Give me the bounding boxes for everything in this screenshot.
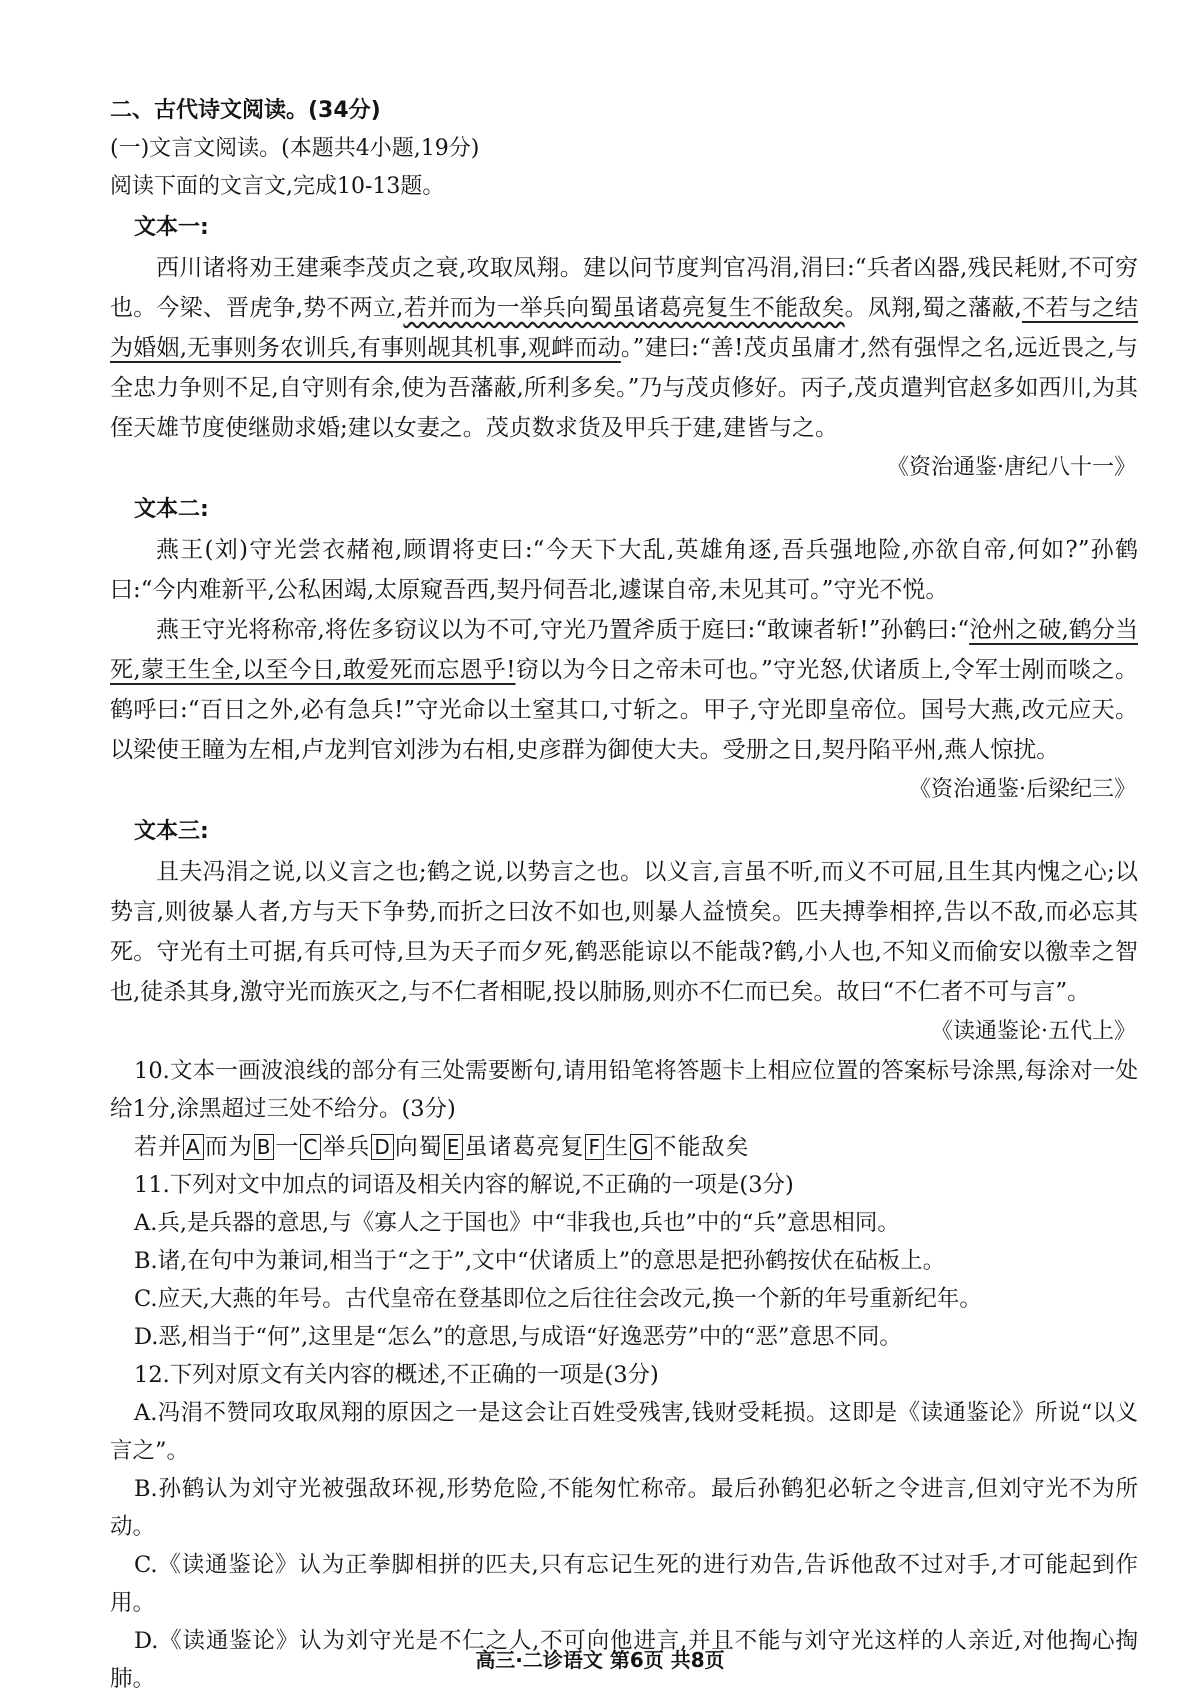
text2-source: 《资治通鉴·后梁纪三》 <box>909 777 1136 802</box>
sub-title: (一)文言文阅读。(本题共4小题,19分) <box>110 136 480 161</box>
q10-seg: 一 <box>275 1134 300 1160</box>
instruction: 阅读下面的文言文,完成10-13题。 <box>110 174 445 199</box>
q10-seg: 生 <box>604 1134 629 1160</box>
question-12-option-d[interactable]: D.《读通鉴论》认为刘守光是不仁之人,不可向他进言,并且不能与刘守光这样的人亲近,对他掏心掏肺。 <box>110 1628 1138 1692</box>
page-footer: 高三·二诊语文 第6页 共8页 <box>475 1648 725 1672</box>
break-mark-f[interactable]: F <box>585 1134 604 1160</box>
question-11-option-c[interactable]: C.应天,大燕的年号。古代皇帝在登基即位之后往往会改元,换一个新的年号重新纪年。 <box>134 1286 982 1312</box>
q10-seg: 而为 <box>204 1134 253 1160</box>
text3-label: 文本三: <box>134 819 209 844</box>
question-12-option-c[interactable]: C.《读通鉴论》认为正拳脚相拼的匹夫,只有忘记生死的进行劝告,告诉他敌不过对手,才可能起到作用。 <box>110 1552 1138 1616</box>
text2-underlined: 沧州之破,鹤分当死,蒙王生全,以至今日,敢爱死而忘恩乎! <box>110 617 1139 683</box>
q10-seg: 若并 <box>134 1134 182 1160</box>
q10-seg: 向蜀 <box>394 1134 443 1160</box>
text3-source: 《读通鉴论·五代上》 <box>931 1019 1136 1044</box>
q10-seg: 不能敌矣 <box>653 1134 750 1160</box>
break-mark-g[interactable]: G <box>630 1134 653 1160</box>
question-10: 10.文本一画波浪线的部分有三处需要断句,请用铅笔将答题卡上相应位置的答案标号涂黑,每涂对一处给1分,涂黑超过三处不给分。(3分) <box>110 1058 1138 1122</box>
question-11: 11.下列对文中加点的词语及相关内容的解说,不正确的一项是(3分) <box>134 1172 794 1198</box>
text1-underlined: 不若与之结为婚姻,无事则务农训兵,有事则觇其机事,观衅而动 <box>110 295 1139 361</box>
break-mark-d[interactable]: D <box>371 1134 393 1160</box>
break-mark-b[interactable]: B <box>254 1134 275 1160</box>
text1-wavy-underline: 若并而为一举兵向蜀虽诸葛亮复生不能敌矣 <box>403 295 845 321</box>
break-mark-e[interactable]: E <box>444 1134 464 1160</box>
text2-part-a: 燕王守光将称帝,将佐多窃议以为不可,守光乃置斧质于庭曰:“敢谏者斩!”孙鹤曰:“ <box>156 617 970 643</box>
question-12-option-b[interactable]: B.孙鹤认为刘守光被强敌环视,形势危险,不能匆忙称帝。最后孙鹤犯必斩之令进言,但刘守光不为所动。 <box>110 1476 1138 1540</box>
text2-paragraph-2 <box>110 610 1138 770</box>
q10-seg: 举兵 <box>322 1134 371 1160</box>
question-11-option-a[interactable]: A.兵,是兵器的意思,与《寡人之于国也》中“非我也,兵也”中的“兵”意思相同。 <box>134 1210 900 1236</box>
text3-paragraph: 且夫冯涓之说,以义言之也;鹤之说,以势言之也。以义言,言虽不听,而义不可屈,且生其内愧之心;以势言,则彼暴人者,方与天下争势,而折之曰汝不如也,则暴人益愤矣。匹夫搏拳相捽,告以不敌,而必忘其死。守光有土可据,有兵可恃,旦为天子而夕死,鹤恶能谅以不能哉?鹤,小人也,不知义而偷安以徼幸之智也,徒杀其身,激守光而族灭之,与不仁者相昵,投以肺肠,则亦不仁而已矣。故曰“不仁者不可与言”。 <box>110 859 1138 1005</box>
text2-paragraph-1: 燕王(刘)守光尝衣赭袍,顾谓将吏曰:“今天下大乱,英雄角逐,吾兵强地险,亦欲自帝,何如?”孙鹤曰:“今内难新平,公私困竭,太原窥吾西,契丹伺吾北,遽谋自帝,未见其可。”守光不悦。 <box>110 537 1138 603</box>
text2-part-b: 窃以为今日之帝未可也。”守光怒,伏诸质上,令军士剐而啖之。鹤呼曰:“百日之外,必有急兵!”守光命以土窒其口,寸斩之。甲子,守光即皇帝位。国号大燕,改元应天。以梁使王瞳为左相,卢龙判官刘涉为右相,史彦群为御使大夫。受册之日,契丹陷平州,燕人惊扰。 <box>110 657 1138 763</box>
q10-seg: 虽诸葛亮复 <box>464 1134 585 1160</box>
question-12: 12.下列对原文有关内容的概述,不正确的一项是(3分) <box>134 1362 659 1388</box>
question-11-option-d[interactable]: D.恶,相当于“何”,这里是“怎么”的意思,与成语“好逸恶劳”中的“恶”意思不同。 <box>134 1324 902 1350</box>
break-mark-c[interactable]: C <box>300 1134 321 1160</box>
question-12-option-a[interactable]: A.冯涓不赞同攻取凤翔的原因之一是这会让百姓受残害,钱财受耗损。这即是《读通鉴论》所说“以义言之”。 <box>110 1400 1138 1464</box>
text1-paragraph <box>110 248 1138 448</box>
text1-label: 文本一: <box>134 215 209 240</box>
question-10-break-options <box>110 1128 1138 1166</box>
question-11-option-b[interactable]: B.诸,在句中为兼词,相当于“之于”,文中“伏诸质上”的意思是把孙鹤按伏在砧板上。 <box>134 1248 946 1274</box>
text1-part-a: 西川诸将劝王建乘李茂贞之衰,攻取凤翔。建以问节度判官冯涓,涓曰:“兵者凶器,残民耗财,不可穷也。今梁、晋虎争,势不两立, <box>110 255 1138 321</box>
text1-part-c: 。”建曰:“善!茂贞虽庸才,然有强悍之名,远近畏之,与全忠力争则不足,自守则有余,使为吾藩蔽,所利多矣。”乃与茂贞修好。丙子,茂贞遣判官赵多如西川,为其侄天雄节度使继勋求婚;建以女妻之。茂贞数求货及甲兵于建,建皆与之。 <box>110 335 1138 441</box>
break-mark-a[interactable]: A <box>183 1134 204 1160</box>
text1-source: 《资治通鉴·唐纪八十一》 <box>887 455 1136 480</box>
text2-label: 文本二: <box>134 497 209 522</box>
section-title: 二、古代诗文阅读。(34分) <box>110 98 381 123</box>
text1-part-b: 。凤翔,蜀之藩蔽, <box>844 295 1022 321</box>
